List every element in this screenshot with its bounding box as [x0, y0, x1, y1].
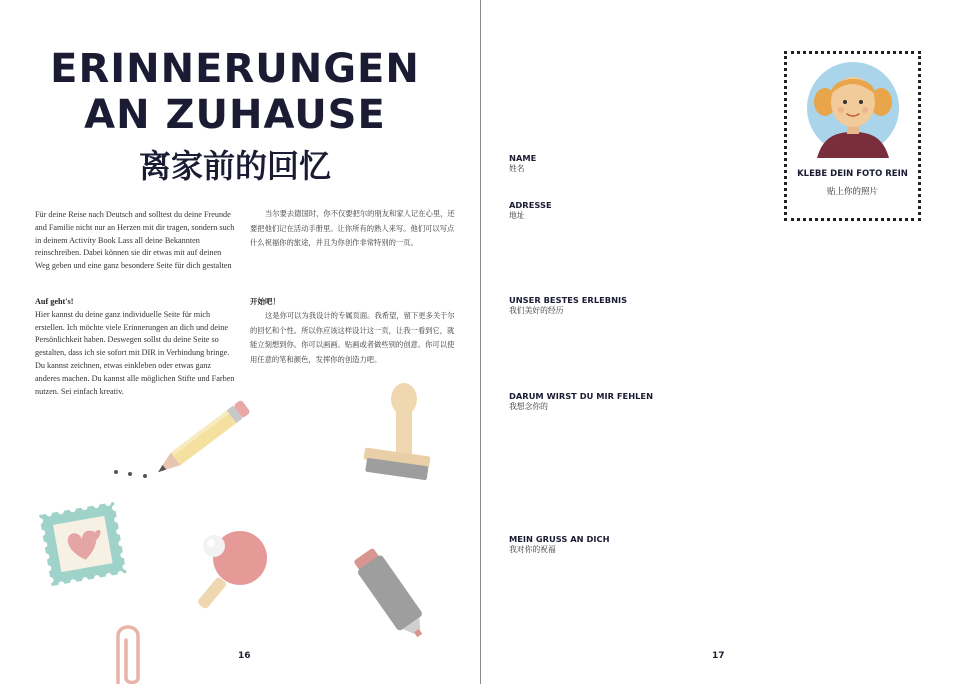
field-sub: 姓名 [509, 164, 525, 173]
photo-label: KLEBE DEIN FOTO REIN [797, 169, 908, 179]
stamp-icon [352, 382, 434, 490]
field-sub: 地址 [509, 211, 525, 220]
section-de [35, 296, 235, 396]
heart-stamp-icon [33, 500, 133, 590]
ping-pong-paddle-icon [192, 528, 272, 610]
field-label: MEIN GRUSS AN DICH [509, 534, 610, 544]
photo-frame [784, 51, 921, 221]
page-title-cn: 离家前的回忆 [138, 147, 331, 185]
section-cn [250, 296, 455, 365]
section-heading-de: Auf geht's! [35, 297, 74, 306]
intro-text-cn: 当尔要去德国时，你不仅要把尔的朋友和家人记在心里，还要把他们记在活动手册里。让你所有的熟人来写。他们可以写点什么祝福你的旅途，并且为你创作非常特别的一页。 [250, 209, 455, 247]
field-sub: 我对你的祝福 [509, 545, 556, 554]
section-body-cn: 这是你可以为我设计的专属页面。我希望，留下更多关于尔的回忆和个性。所以你应该这样设计这一页，让我一看到它，就能立刻想到你。你可以画画、贴画或者做些别的创意。你可以使用任意的笔和颜色，发挥你的创造力吧。 [250, 311, 455, 364]
field-label: ADRESSE [509, 200, 552, 210]
field-best-experience [509, 295, 627, 316]
section-heading-cn: 开始吧！ [250, 297, 280, 306]
section-body-de: Hier kannst du deine ganz individuelle Seite für mich erstellen. Ich möchte viele Erinnerungen an dich und deine Persönlichkeit haben. Deswegen sollst du deine Seite so gestalten, dass ich sie sofort mit DIR in Verbindung bringe. Du kannst zeichnen, etwas einkleben oder etwas ganz anderes machen. Du kannst alle möglichen Stifte und Farben nutzen. Sei einfach kreativ. [35, 309, 235, 396]
photo-sub: 贴上你的照片 [826, 187, 878, 197]
field-label: NAME [509, 153, 537, 163]
field-sub: 我们美好的经历 [509, 306, 564, 315]
field-greeting [509, 534, 610, 555]
avatar-girl-icon [807, 60, 899, 160]
field-name [509, 153, 536, 174]
pencil-icon [108, 392, 258, 487]
field-label: UNSER BESTES ERLEBNIS [509, 295, 628, 305]
field-label: DARUM WIRST DU MIR FEHLEN [509, 391, 654, 401]
marker-icon [348, 540, 438, 645]
page-number-left: 16 [238, 651, 251, 661]
page-title-de: ERINNERUNGEN AN ZUHAUSE [50, 46, 420, 138]
page-number-right: 17 [712, 651, 725, 661]
field-address [509, 200, 552, 221]
field-sub: 我想念你的 [509, 402, 548, 411]
intro-text-de: Für deine Reise nach Deutsch and solltest du deine Freunde and Familie nicht nur an Herzen mit dir tragen, sondern such in deinem Activity Book Lass all deine Bekannten reinschreiben. Dabei können sie dir etwas mit auf deinen Weg geben und eine ganz besondere Seite für dich gestalten [35, 210, 235, 271]
paperclip-icon [110, 622, 146, 684]
field-miss-you [509, 391, 653, 412]
